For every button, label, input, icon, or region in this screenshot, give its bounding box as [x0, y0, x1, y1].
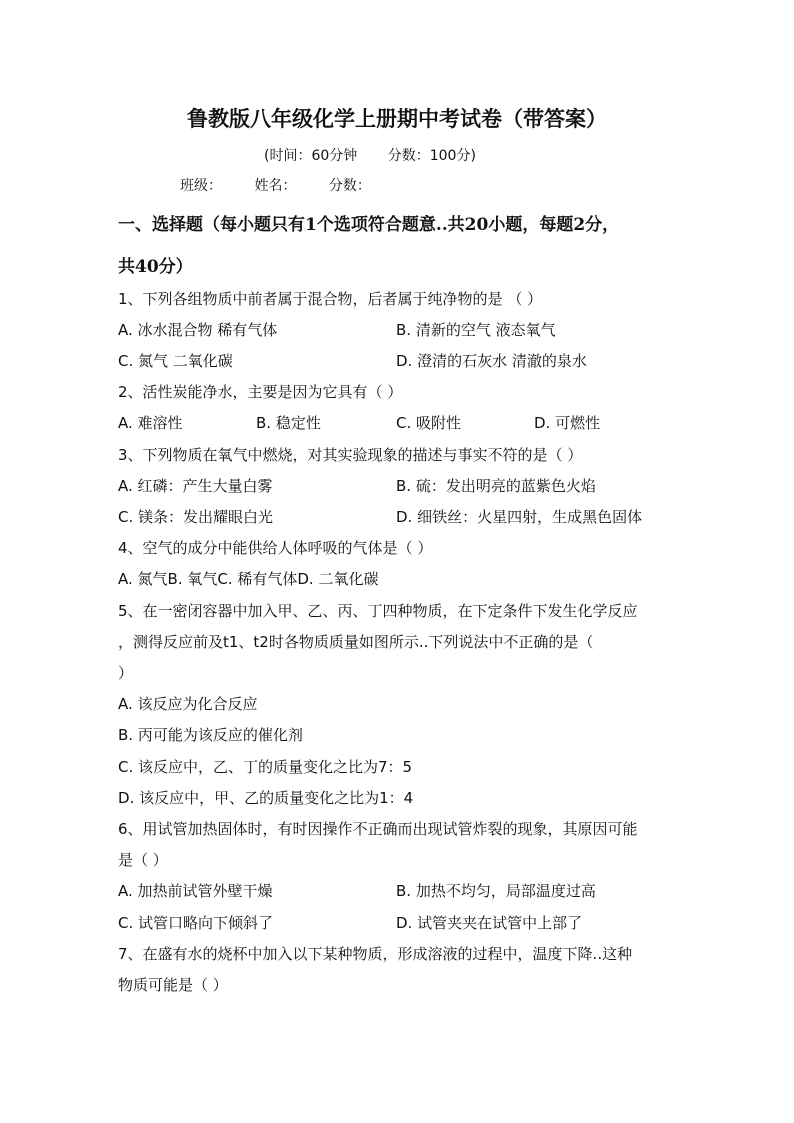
question-5-option-c: C. 该反应中，乙、丁的质量变化之比为7：5: [118, 758, 413, 776]
question-6-option-b: B. 加热不均匀，局部温度过高: [396, 882, 596, 900]
page-title: 鲁教版八年级化学上册期中考试卷（带答案）: [187, 106, 607, 131]
question-1-option-c: C. 氮气 二氧化碳: [118, 352, 233, 370]
question-6-stem-line1: 6、用试管加热固体时，有时因操作不正确而出现试管炸裂的现象，其原因可能: [118, 820, 638, 838]
exam-time: (时间：60分钟: [264, 148, 358, 164]
question-1-stem: 1、下列各组物质中前者属于混合物，后者属于纯净物的是 （ ）: [118, 290, 543, 308]
class-label: 班级：: [180, 178, 222, 194]
question-7-stem-line1: 7、在盛有水的烧杯中加入以下某种物质，形成溶液的过程中，温度下降..这种: [118, 945, 633, 963]
question-5-option-d: D. 该反应中，甲、乙的质量变化之比为1：4: [118, 789, 414, 807]
question-5-option-b: B. 丙可能为该反应的催化剂: [118, 726, 303, 744]
section-heading-line1: 一、选择题（每小题只有1个选项符合题意..共20小题，每题2分，: [118, 215, 620, 235]
question-6-option-a: A. 加热前试管外壁干燥: [118, 882, 273, 900]
question-5-stem-line3: ）: [118, 664, 134, 682]
question-3-option-c: C. 镁条：发出耀眼白光: [118, 508, 274, 526]
question-6-stem-line2: 是（ ）: [118, 851, 168, 869]
question-3-option-d: D. 细铁丝：火星四射，生成黑色固体: [396, 508, 643, 526]
student-info: [180, 175, 399, 195]
question-6-option-c: C. 试管口略向下倾斜了: [118, 914, 274, 932]
question-4-options: A. 氮气B. 氧气C. 稀有气体D. 二氧化碳: [118, 570, 379, 588]
question-3-option-a: A. 红磷：产生大量白雾: [118, 477, 273, 495]
question-6-option-d: D. 试管夹夹在试管中上部了: [396, 914, 583, 932]
question-1-option-a: A. 冰水混合物 稀有气体: [118, 321, 278, 339]
question-2-stem: 2、活性炭能净水，主要是因为它具有（ ）: [118, 383, 403, 401]
exam-meta: [264, 145, 502, 165]
question-4-stem: 4、空气的成分中能供给人体呼吸的气体是（ ）: [118, 539, 433, 557]
question-5-stem-line1: 5、在一密闭容器中加入甲、乙、丙、丁四种物质，在下定条件下发生化学反应: [118, 602, 638, 620]
question-5-option-a: A. 该反应为化合反应: [118, 695, 258, 713]
question-2-option-d: D. 可燃性: [534, 414, 601, 432]
question-1-option-d: D. 澄清的石灰水 清澈的泉水: [396, 352, 587, 370]
question-2-option-a: A. 难溶性: [118, 414, 183, 432]
question-1-option-b: B. 清新的空气 液态氧气: [396, 321, 556, 339]
question-7-stem-line2: 物质可能是（ ）: [118, 976, 228, 994]
exam-total-score: 分数：100分): [387, 148, 476, 164]
name-label: 姓名：: [254, 178, 297, 194]
question-5-stem-line2: ，测得反应前及t1、t2时各物质质量如图所示..下列说法中不正确的是（: [118, 633, 594, 651]
score-label: 分数：: [328, 178, 371, 194]
question-3-option-b: B. 硫：发出明亮的蓝紫色火焰: [396, 477, 596, 495]
question-3-stem: 3、下列物质在氧气中燃烧，对其实验现象的描述与事实不符的是（ ）: [118, 446, 583, 464]
question-2-option-b: B. 稳定性: [256, 414, 321, 432]
section-heading-line2: 共40分）: [118, 257, 193, 277]
question-2-option-c: C. 吸附性: [396, 414, 462, 432]
